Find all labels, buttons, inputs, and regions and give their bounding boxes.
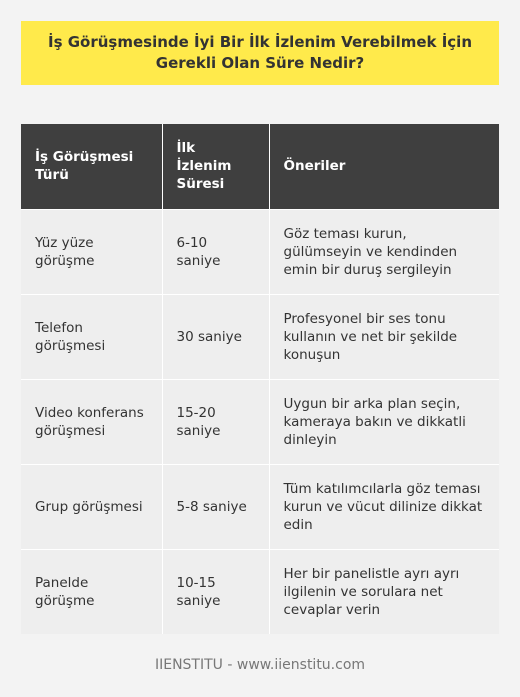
cell-impression-time: 30 saniye	[162, 294, 269, 379]
header-impression-time: İlk İzlenim Süresi	[162, 124, 269, 209]
cell-impression-time: 6-10 saniye	[162, 209, 269, 294]
cell-interview-type: Grup görüşmesi	[21, 464, 162, 549]
header-recommendations: Öneriler	[269, 124, 499, 209]
cell-impression-time: 5-8 saniye	[162, 464, 269, 549]
cell-interview-type: Telefon görüşmesi	[21, 294, 162, 379]
table-row	[21, 209, 499, 294]
cell-recommendation: Her bir panelistle ayrı ayrı ilgilenin ve sorulara net cevaplar verin	[269, 549, 499, 634]
page-title: İş Görüşmesinde İyi Bir İlk İzlenim Verebilmek İçin Gerekli Olan Süre Nedir?	[47, 33, 473, 72]
cell-recommendation: Uygun bir arka plan seçin, kameraya bakın ve dikkatli dinleyin	[269, 379, 499, 464]
cell-recommendation: Profesyonel bir ses tonu kullanın ve net bir şekilde konuşun	[269, 294, 499, 379]
info-table	[21, 124, 499, 634]
cell-impression-time: 10-15 saniye	[162, 549, 269, 634]
cell-interview-type: Panelde görüşme	[21, 549, 162, 634]
footer-credit: IIENSTITU - www.iienstitu.com	[154, 657, 366, 673]
table-row	[21, 294, 499, 379]
cell-interview-type: Video konferans görüşmesi	[21, 379, 162, 464]
table-header-row	[21, 124, 499, 209]
table-row	[21, 549, 499, 634]
cell-impression-time: 15-20 saniye	[162, 379, 269, 464]
title-banner	[21, 21, 499, 85]
cell-recommendation: Göz teması kurun, gülümseyin ve kendinden emin bir duruş sergileyin	[269, 209, 499, 294]
table-row	[21, 464, 499, 549]
table-row	[21, 379, 499, 464]
header-interview-type: İş Görüşmesi Türü	[21, 124, 162, 209]
cell-recommendation: Tüm katılımcılarla göz teması kurun ve vücut dilinize dikkat edin	[269, 464, 499, 549]
cell-interview-type: Yüz yüze görüşme	[21, 209, 162, 294]
